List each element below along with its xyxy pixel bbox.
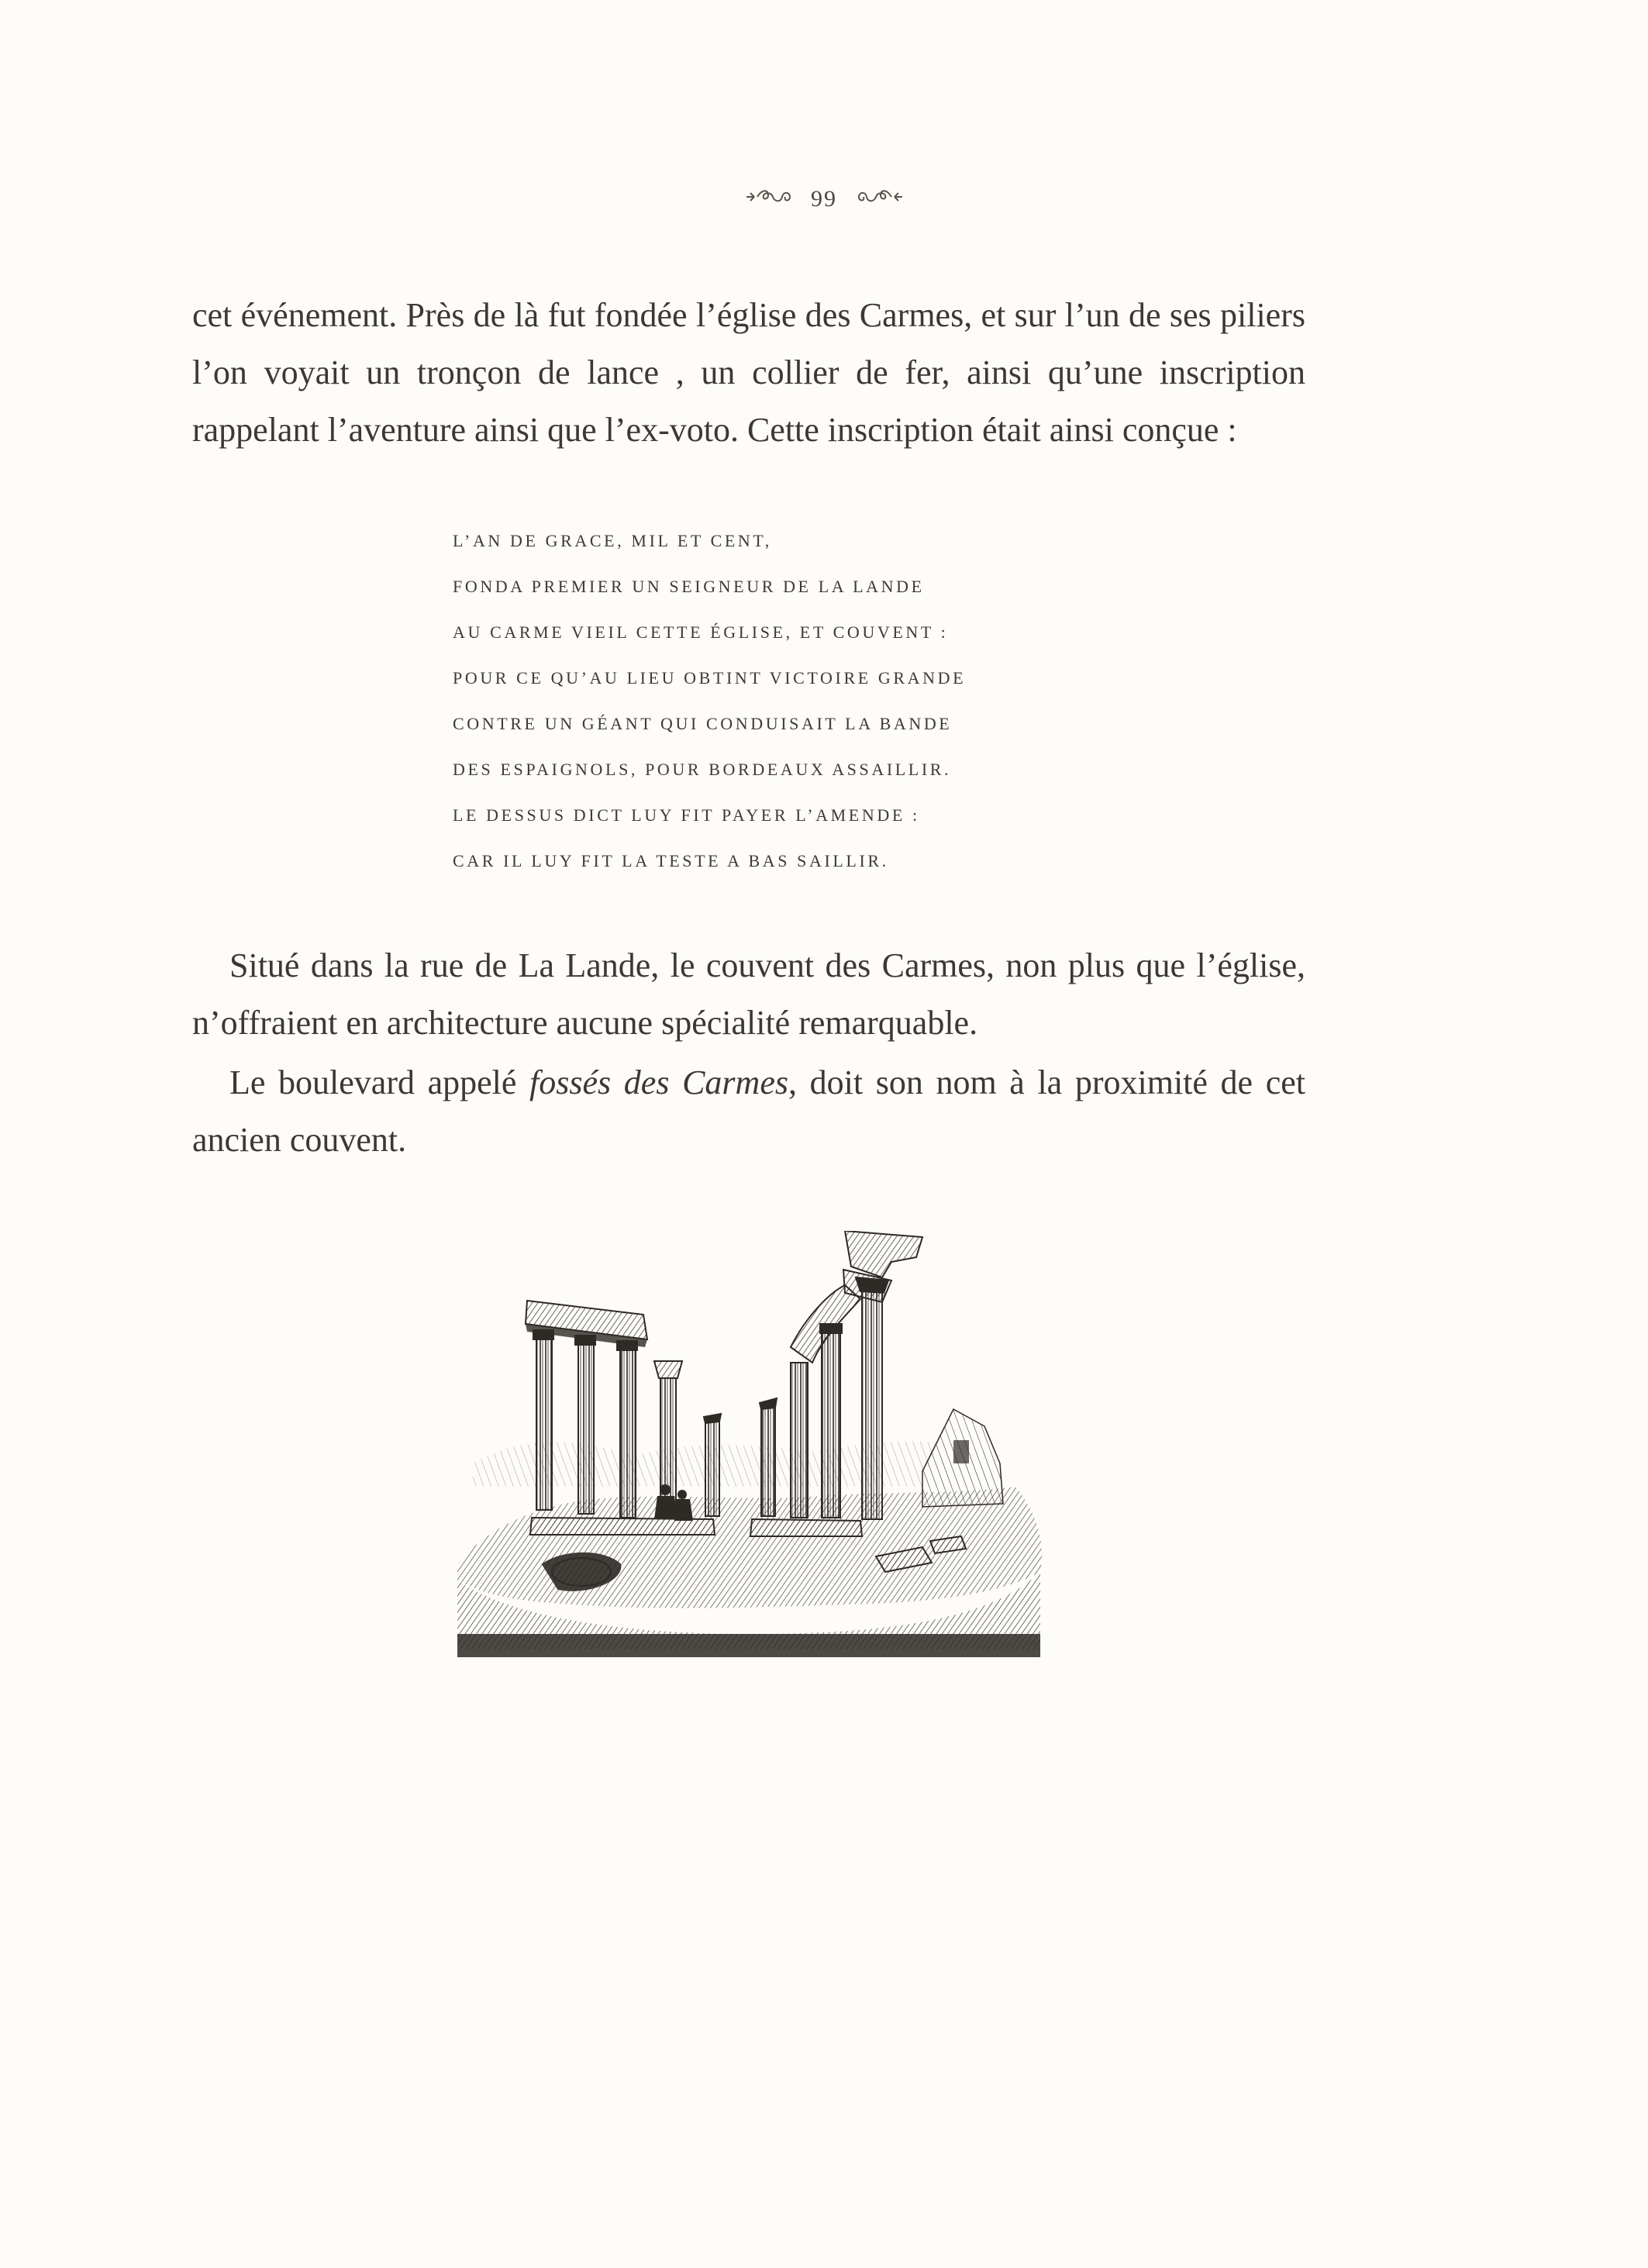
inscription-verse [453, 518, 1042, 884]
right-ornament-icon [856, 188, 904, 212]
inscription-line: L’AN DE GRACE, MIL ET CENT, [453, 531, 772, 550]
inscription-line: DES ESPAIGNOLS, POUR BORDEAUX ASSAILLIR. [453, 760, 952, 779]
inscription-line: LE DESSUS DICT LUY FIT PAYER L’AMENDE : [453, 805, 920, 825]
inscription-line: CONTRE UN GÉANT QUI CONDUISAIT LA BANDE [453, 714, 953, 733]
paragraph-boulevard-name [192, 1054, 1305, 1169]
boulevard-name-italic: fossés des Carmes [529, 1063, 788, 1101]
page-header [0, 184, 1648, 212]
boulevard-text-after: , doit son nom à la proximité de cet ancien couvent. [192, 1063, 1305, 1159]
paragraph-carmes-church: cet événement. Près de là fut fondée l’église des Carmes, et sur l’un de ses piliers l’on voyait un tronçon de lance , un collier de fer, ainsi qu’une inscription rappelant l’aventure ainsi que l’ex-voto. Cette inscription était ainsi conçue : [192, 296, 1305, 449]
paragraph-convent-location: Situé dans la rue de La Lande, le couvent des Carmes, non plus que l’église, n’offraient en architecture aucune spécialité remarquable. [192, 946, 1305, 1042]
left-ornament-icon [745, 188, 793, 212]
boulevard-text-before: Le boulevard appelé [229, 1063, 530, 1101]
inscription-line: POUR CE QU’AU LIEU OBTINT VICTOIRE GRANDE [453, 668, 967, 688]
ruins-engraving-illustration [457, 1231, 1046, 1665]
inscription-line: CAR IL LUY FIT LA TESTE A BAS SAILLIR. [453, 851, 889, 870]
inscription-line: FONDA PREMIER UN SEIGNEUR DE LA LANDE [453, 577, 925, 596]
page-number: 99 [811, 186, 837, 212]
inscription-line: AU CARME VIEIL CETTE ÉGLISE, ET COUVENT : [453, 622, 949, 642]
